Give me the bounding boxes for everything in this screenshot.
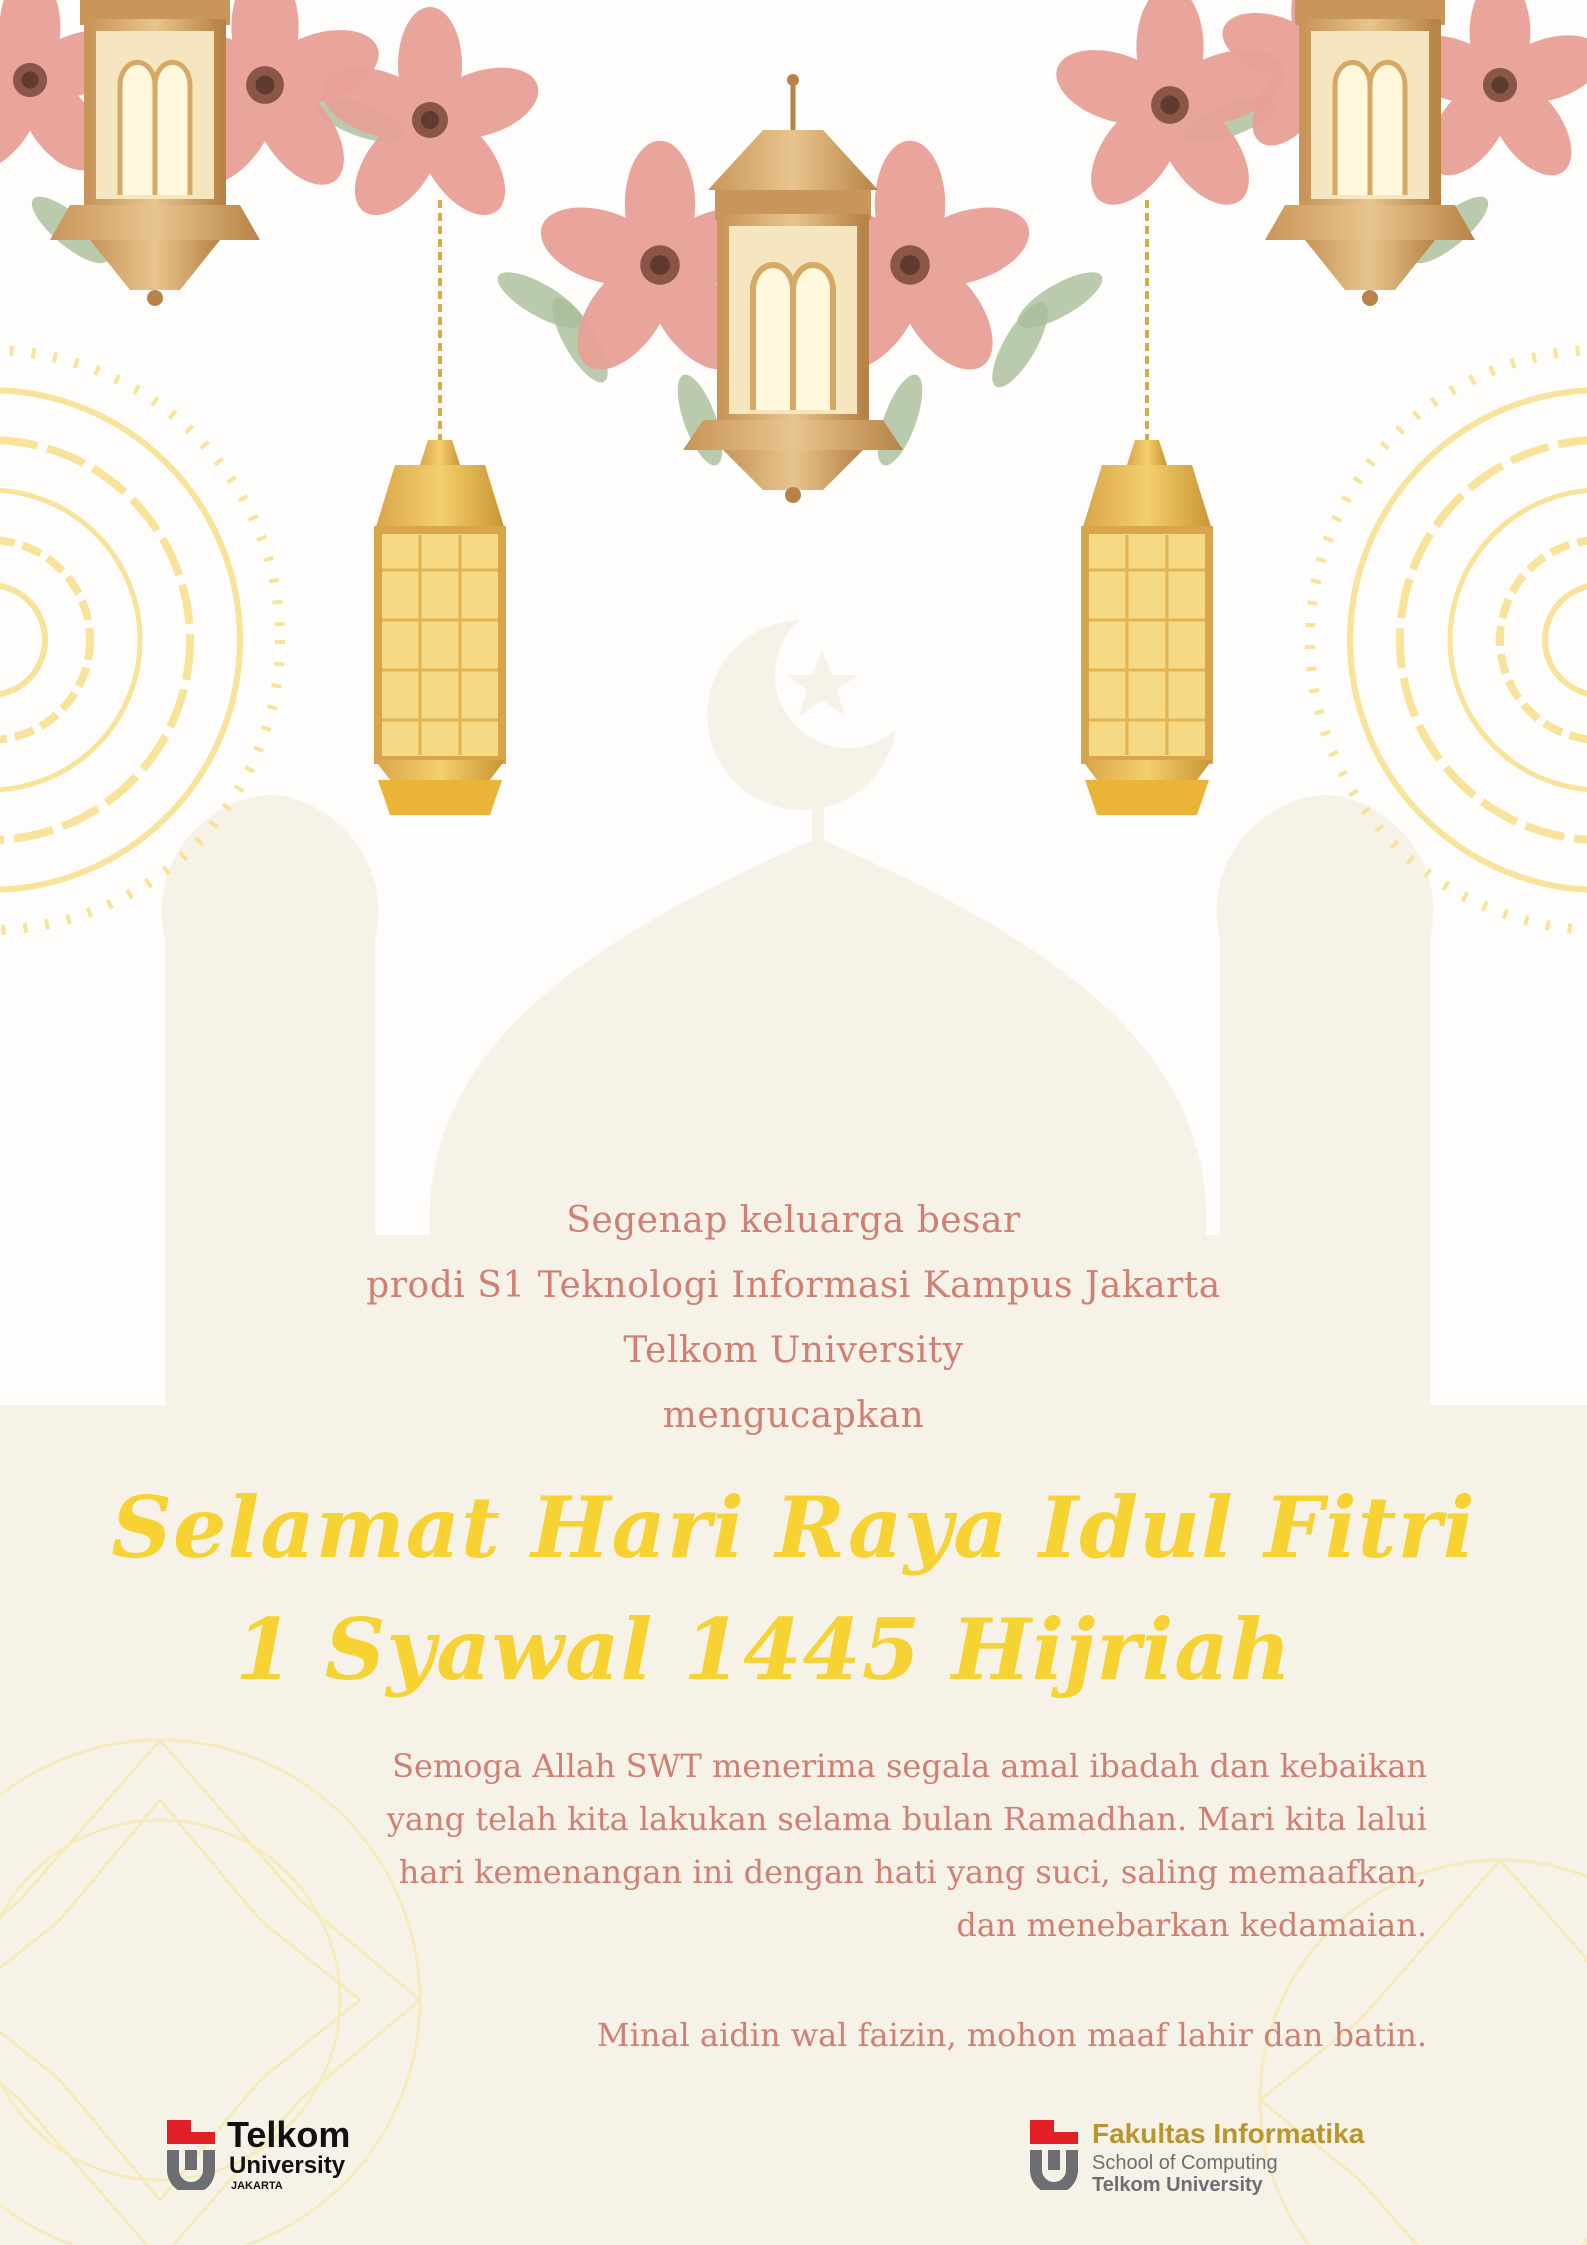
greeting-line-2: prodi S1 Teknologi Informasi Kampus Jakarta	[366, 1265, 1221, 1306]
greeting-line-3: Telkom University	[623, 1330, 964, 1371]
faculty-university: Telkom University	[1092, 2174, 1263, 2196]
faculty-logo-icon	[1028, 2118, 1080, 2190]
closing-line: Minal aidin wal faizin, mohon maaf lahir dan batin.	[596, 2016, 1427, 2054]
greeting-line-1: Segenap keluarga besar	[566, 1200, 1021, 1241]
message-line-1: Semoga Allah SWT menerima segala amal ibadah dan kebaikan	[392, 1747, 1427, 1785]
faculty-logo	[1028, 2118, 1428, 2198]
message-line-4: dan menebarkan kedamaian.	[956, 1906, 1427, 1944]
telkom-logo-name: Telkom	[227, 2114, 351, 2155]
message-line-2: yang telah kita lakukan selama bulan Ramadhan. Mari kita lalui	[386, 1800, 1427, 1838]
faculty-name: Fakultas Informatika	[1092, 2118, 1365, 2149]
telkom-logo-icon	[165, 2118, 217, 2190]
telkom-university-logo	[165, 2114, 385, 2198]
greeting-line-4: mengucapkan	[662, 1395, 925, 1436]
telkom-logo-campus: JAKARTA	[231, 2180, 283, 2192]
faculty-school: School of Computing	[1092, 2152, 1278, 2174]
telkom-logo-sub: University	[229, 2152, 346, 2179]
message-line-3: hari kemenangan ini dengan hati yang suci, saling memaafkan,	[398, 1853, 1427, 1891]
title-line-2: 1 Syawal 1445 Hijriah	[235, 1600, 1292, 1699]
title-line-1: Selamat Hari Raya Idul Fitri	[111, 1478, 1476, 1577]
